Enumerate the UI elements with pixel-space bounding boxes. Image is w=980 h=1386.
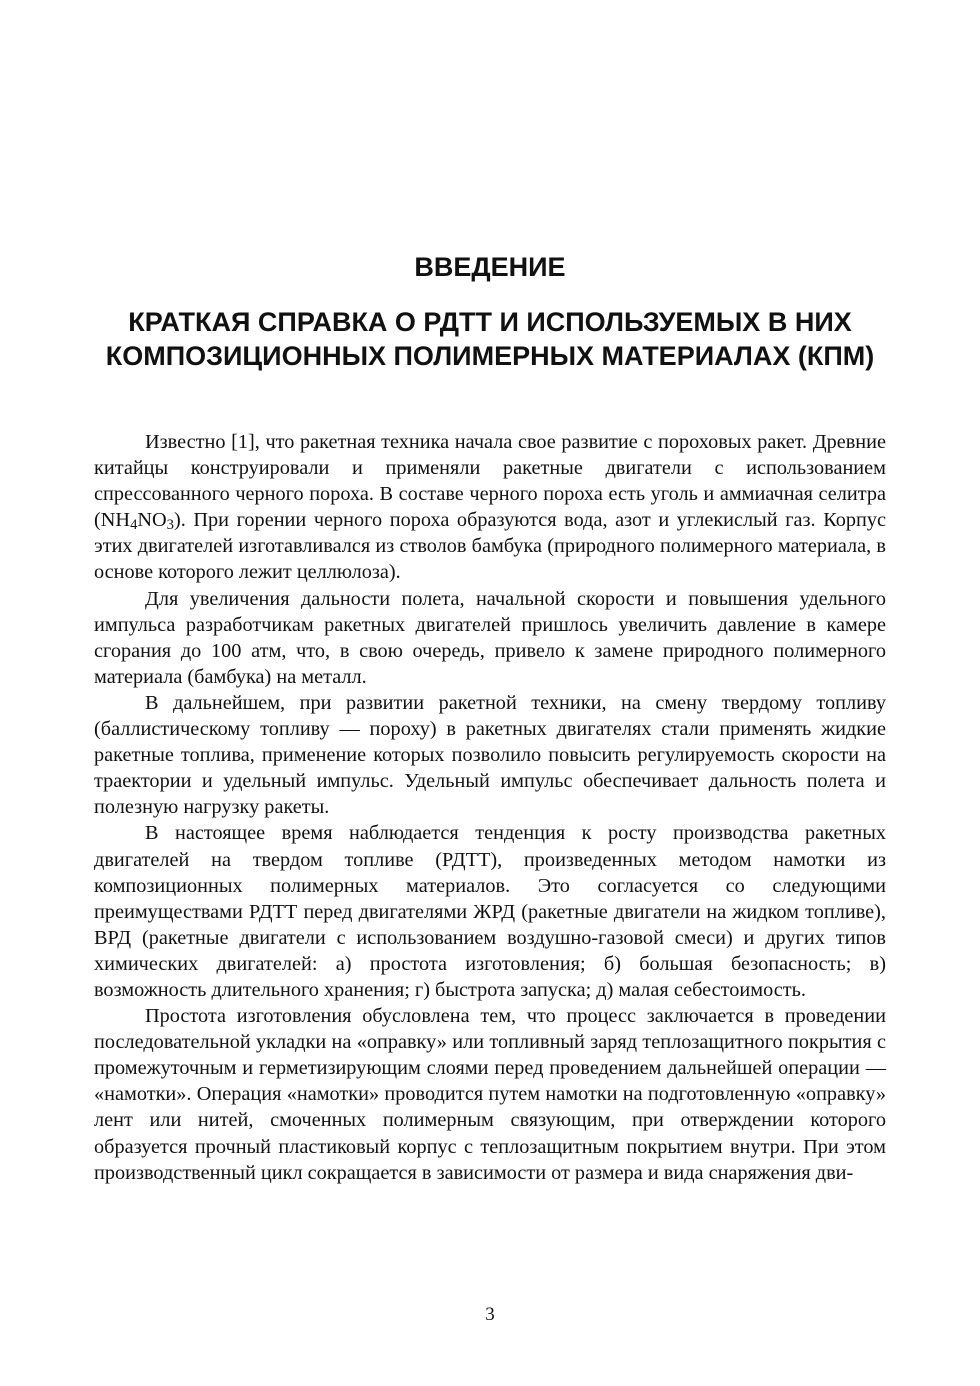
paragraph-1-text-start: Известно [1], что ракетная техника начала свое развитие с пороховых ракет. Древние китайцы конструировали и применяли ракетные двигатели с использованием спрессованного черного пороха. В составе черного пороха есть уголь и аммиачная селитра (: [94, 431, 886, 532]
section-subtitle: КРАТКАЯ СПРАВКА О РДТТ И ИСПОЛЬЗУЕМЫХ В НИХ КОМПОЗИЦИОННЫХ ПОЛИМЕРНЫХ МАТЕРИАЛАХ (КПМ): [105, 307, 875, 371]
chemical-formula: [100, 509, 174, 534]
formula-subscript: 4: [130, 517, 138, 534]
paragraph-5: Простота изготовления обусловлена тем, что процесс заключается в проведении последовательной укладки на «оправку» или топливный заряд теплозащитного покрытия с промежуточным и герметизирующим слоями перед проведением дальнейшей операции — «намотки». Операция «намотки» проводится путем намотки на подготовленную «оправку» лент или нитей, смоченных полимерным связующим, при отверждении которого образуется прочный пластиковый корпус с теплозащитным покрытием внутри. При этом производственный цикл сокращается в зависимости от размера и вида снаряжения дви-: [94, 1005, 886, 1184]
section-title: ВВЕДЕНИЕ: [414, 252, 566, 282]
formula-part: NO: [137, 509, 167, 532]
paragraph-1: [94, 429, 886, 586]
paragraph-3: В дальнейшем, при развитии ракетной техники, на смену твердому топливу (баллистическому топливу — пороху) в ракетных двигателях стали применять жидкие ракетные топлива, применение которых позволило повысить регулируемость скорости на траектории и удельный импульс. Удельный импульс обеспечивает дальность полета и полезную нагрузку ракеты.: [94, 691, 886, 819]
body-text: [94, 429, 886, 1186]
formula-part: NH: [100, 509, 131, 532]
page-number: 3: [485, 1304, 495, 1325]
paragraph-2: Для увеличения дальности полета, начальной скорости и повышения удельного импульса разработчикам ракетных двигателей пришлось увеличить давление в камере сгорания до 100 атм, что, в свою очередь, привело к замене природного полимерного материала (бамбука) на металл.: [94, 587, 886, 688]
paragraph-1-text-end: ). При горении черного пороха образуются вода, азот и углекислый газ. Корпус этих двигателей изготавливался из стволов бамбука (природного полимерного материала, в основе которого лежит целлюлоза).: [94, 509, 886, 584]
formula-subscript: 3: [166, 517, 174, 534]
paragraph-4: В настоящее время наблюдается тенденция к росту производства ракетных двигателей на твердом топливе (РДТТ), произведенных методом намотки из композиционных полимерных материалов. Это согласуется со следующими преимуществами РДТТ перед двигателями ЖРД (ракетные двигатели на жидком топливе), ВРД (ракетные двигатели с использованием воздушно-газовой смеси) и других типов химических двигателей: а) простота изготовления; б) большая безопасность; в) возможность длительного хранения; г) быстрота запуска; д) малая себестоимость.: [94, 822, 886, 1001]
